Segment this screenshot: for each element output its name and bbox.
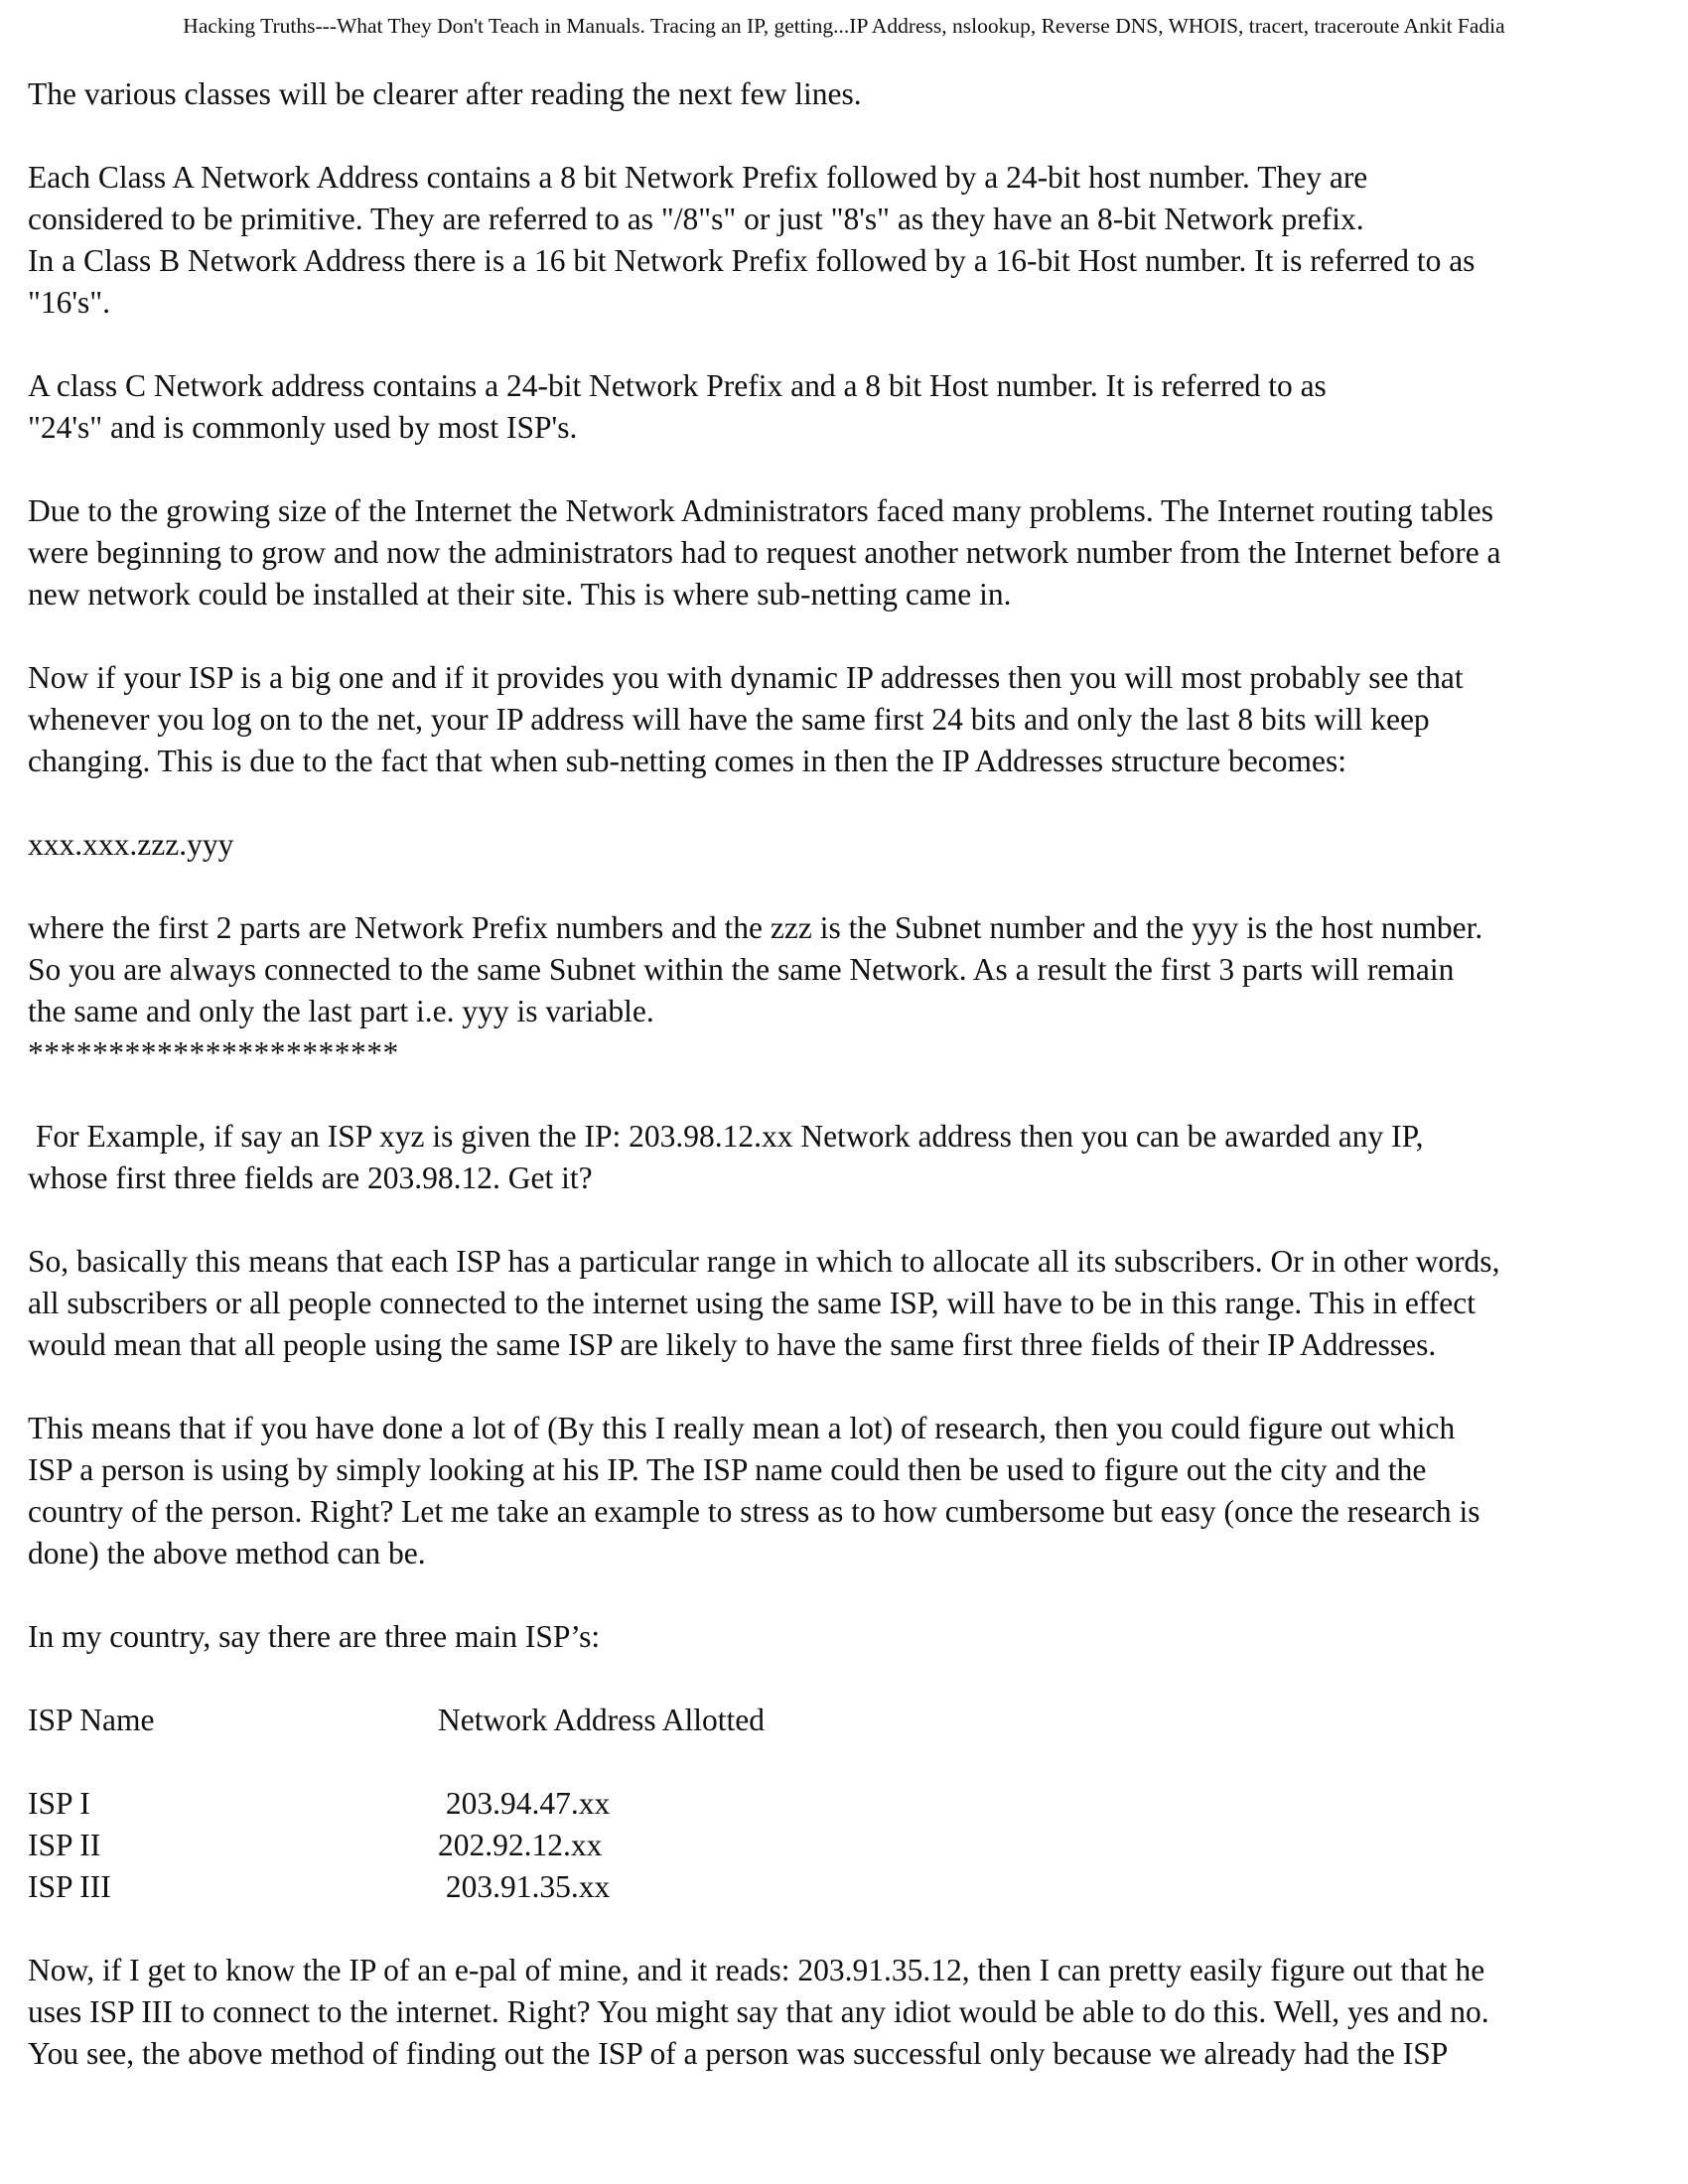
paragraph-growth-line: were beginning to grow and now the administrators had to request another network number from the Internet before a [28, 535, 1501, 570]
isp-name: ISP I [28, 1786, 90, 1821]
paragraph-research-line: done) the above method can be. [28, 1536, 426, 1570]
paragraph-subnet-line: where the first 2 parts are Network Prefix numbers and the zzz is the Subnet number and the yyy is the host number. [28, 910, 1483, 945]
isp-address: 202.92.12.xx [438, 1828, 603, 1862]
paragraph-class-b-line: In a Class B Network Address there is a 16 bit Network Prefix followed by a 16-bit Host number. It is referred to as [28, 243, 1476, 278]
paragraph-subnet-line: the same and only the last part i.e. yyy is variable. [28, 994, 654, 1028]
isp-table [28, 1700, 1666, 1908]
running-header: Hacking Truths---What They Don't Teach in Manuals. Tracing an IP, getting...IP Address, nslookup, Reverse DNS, WHOIS, tracert, traceroute Ankit Fadia [183, 14, 1505, 38]
isp-table-row [28, 1825, 1666, 1866]
separator-stars: *********************** [28, 1035, 399, 1070]
isp-address: 203.91.35.xx [438, 1869, 611, 1904]
isp-address: 203.94.47.xx [438, 1786, 611, 1821]
paragraph-example-line: whose first three fields are 203.98.12. Get it? [28, 1160, 593, 1195]
paragraph-epal-line: Now, if I get to know the IP of an e-pal of mine, and it reads: 203.91.35.12, then I can pretty easily figure out that he [28, 1953, 1485, 1987]
paragraph-example-line: For Example, if say an ISP xyz is given the IP: 203.98.12.xx Network address then you can be awarded any IP, [28, 1119, 1424, 1154]
isp-table-row [28, 1866, 1666, 1908]
ip-structure-pattern: xxx.xxx.zzz.yyy [28, 827, 234, 862]
paragraph-isp-intro: In my country, say there are three main ISP’s: [28, 1619, 601, 1654]
document-body [28, 73, 1666, 2075]
paragraph-class-b-line: "16's". [28, 285, 111, 320]
paragraph-dynamic-ip-line: whenever you log on to the net, your IP address will have the same first 24 bits and only the last 8 bits will keep [28, 702, 1430, 737]
paragraph-class-a-line: considered to be primitive. They are referred to as "/8"s" or just "8's" as they have an 8-bit Network prefix. [28, 202, 1364, 236]
paragraph-growth-line: new network could be installed at their site. This is where sub-netting came in. [28, 577, 1012, 612]
isp-table-row [28, 1783, 1666, 1825]
paragraph-growth-line: Due to the growing size of the Internet the Network Administrators faced many problems. The Internet routing tables [28, 493, 1494, 528]
paragraph-research-line: country of the person. Right? Let me take an example to stress as to how cumbersome but easy (once the research is [28, 1494, 1480, 1529]
isp-name: ISP II [28, 1828, 101, 1862]
paragraph-research-line: ISP a person is using by simply looking at his IP. The ISP name could then be used to figure out the city and the [28, 1452, 1427, 1487]
paragraph-range-line: all subscribers or all people connected to the internet using the same ISP, will have to be in this range. This in effect [28, 1286, 1476, 1320]
isp-table-header-address: Network Address Allotted [438, 1703, 765, 1737]
paragraph-class-c-line: "24's" and is commonly used by most ISP's. [28, 410, 578, 445]
isp-table-header-name: ISP Name [28, 1703, 155, 1737]
paragraph-epal-line: You see, the above method of finding out the ISP of a person was successful only because we already had the ISP [28, 2036, 1449, 2071]
isp-name: ISP III [28, 1869, 111, 1904]
isp-table-header-row [28, 1700, 1666, 1741]
paragraph-epal-line: uses ISP III to connect to the internet. Right? You might say that any idiot would be able to do this. Well, yes and no. [28, 1994, 1489, 2029]
paragraph-class-c-line: A class C Network address contains a 24-bit Network Prefix and a 8 bit Host number. It is referred to as [28, 368, 1327, 403]
paragraph-dynamic-ip-line: Now if your ISP is a big one and if it provides you with dynamic IP addresses then you will most probably see that [28, 660, 1464, 695]
paragraph-intro: The various classes will be clearer after reading the next few lines. [28, 76, 862, 111]
paragraph-range-line: would mean that all people using the same ISP are likely to have the same first three fields of their IP Addresses. [28, 1327, 1437, 1362]
paragraph-research-line: This means that if you have done a lot of (By this I really mean a lot) of research, then you could figure out which [28, 1411, 1456, 1445]
paragraph-range-line: So, basically this means that each ISP has a particular range in which to allocate all its subscribers. Or in other words, [28, 1244, 1500, 1279]
paragraph-dynamic-ip-line: changing. This is due to the fact that when sub-netting comes in then the IP Addresses structure becomes: [28, 744, 1346, 778]
paragraph-subnet-line: So you are always connected to the same Subnet within the same Network. As a result the first 3 parts will remain [28, 952, 1455, 987]
paragraph-class-a-line: Each Class A Network Address contains a 8 bit Network Prefix followed by a 24-bit host number. They are [28, 160, 1368, 195]
